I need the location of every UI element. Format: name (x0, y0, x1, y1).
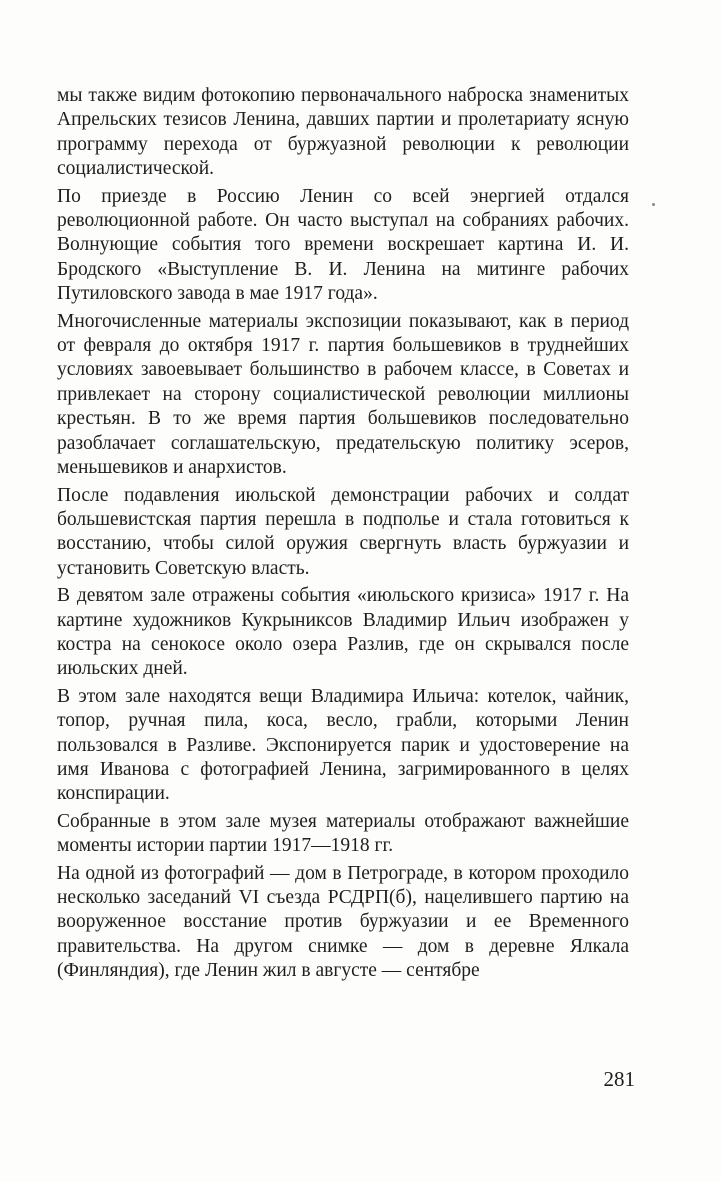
page-number: 281 (603, 1067, 635, 1091)
paragraph-3: Многочисленные материалы экспозиции показывают, как в период от февраля до октября 1917 г. партия большевиков в труднейших условиях завоевывает большинство в рабочем классе, в Советах и привлекает на сторону социалистической революции миллионы крестьян. В то же время партия большевиков последовательно разоблачает соглашательскую, предательскую политику эсеров, меньшевиков и анархистов. (57, 310, 629, 479)
paragraph-2: По приезде в Россию Ленин со всей энергией отдался революционной работе. Он часто выступал на собраниях рабочих. Волнующие события того времени воскрешает картина И. И. Бродского «Выступление В. И. Ленина на митинге рабочих Путиловского завода в мае 1917 года». (57, 185, 629, 305)
paragraph-4: После подавления июльской демонстрации рабочих и солдат большевистская партия перешла в подполье и стала готовиться к восстанию, чтобы силой оружия свергнуть власть буржуазии и установить Советскую власть. (57, 484, 629, 579)
print-speck (652, 203, 655, 206)
paragraph-8: На одной из фотографий — дом в Петрограде, в котором проходило несколько заседаний VI съезда РСДРП(б), нацелившего партию на вооруженное восстание против буржуазии и ее Временного правительства. На другом снимке — дом в деревне Ялкала (Финляндия), где Ленин жил в августе — сентябре (57, 862, 629, 982)
paragraph-5: В девятом зале отражены события «июльского кризиса» 1917 г. На картине художников Кукрыниксов Владимир Ильич изображен у костра на сенокосе около озера Разлив, где он скрывался после июльских дней. (57, 585, 629, 680)
paragraph-7: Собранные в этом зале музея материалы отображают важнейшие моменты истории партии 1917—1918 гг. (57, 810, 629, 857)
paragraph-1: мы также видим фотокопию первоначального наброска знаменитых Апрельских тезисов Ленина, давших партии и пролетариату ясную программу перехода от буржуазной революции к революции социалистической. (57, 85, 629, 180)
body-text (57, 84, 629, 987)
paragraph-6: В этом зале находятся вещи Владимира Ильича: котелок, чайник, топор, ручная пила, коса, весло, грабли, которыми Ленин пользовался в Разливе. Экспонируется парик и удостоверение на имя Иванова с фотографией Ленина, загримированного в целях конспирации. (57, 685, 629, 805)
